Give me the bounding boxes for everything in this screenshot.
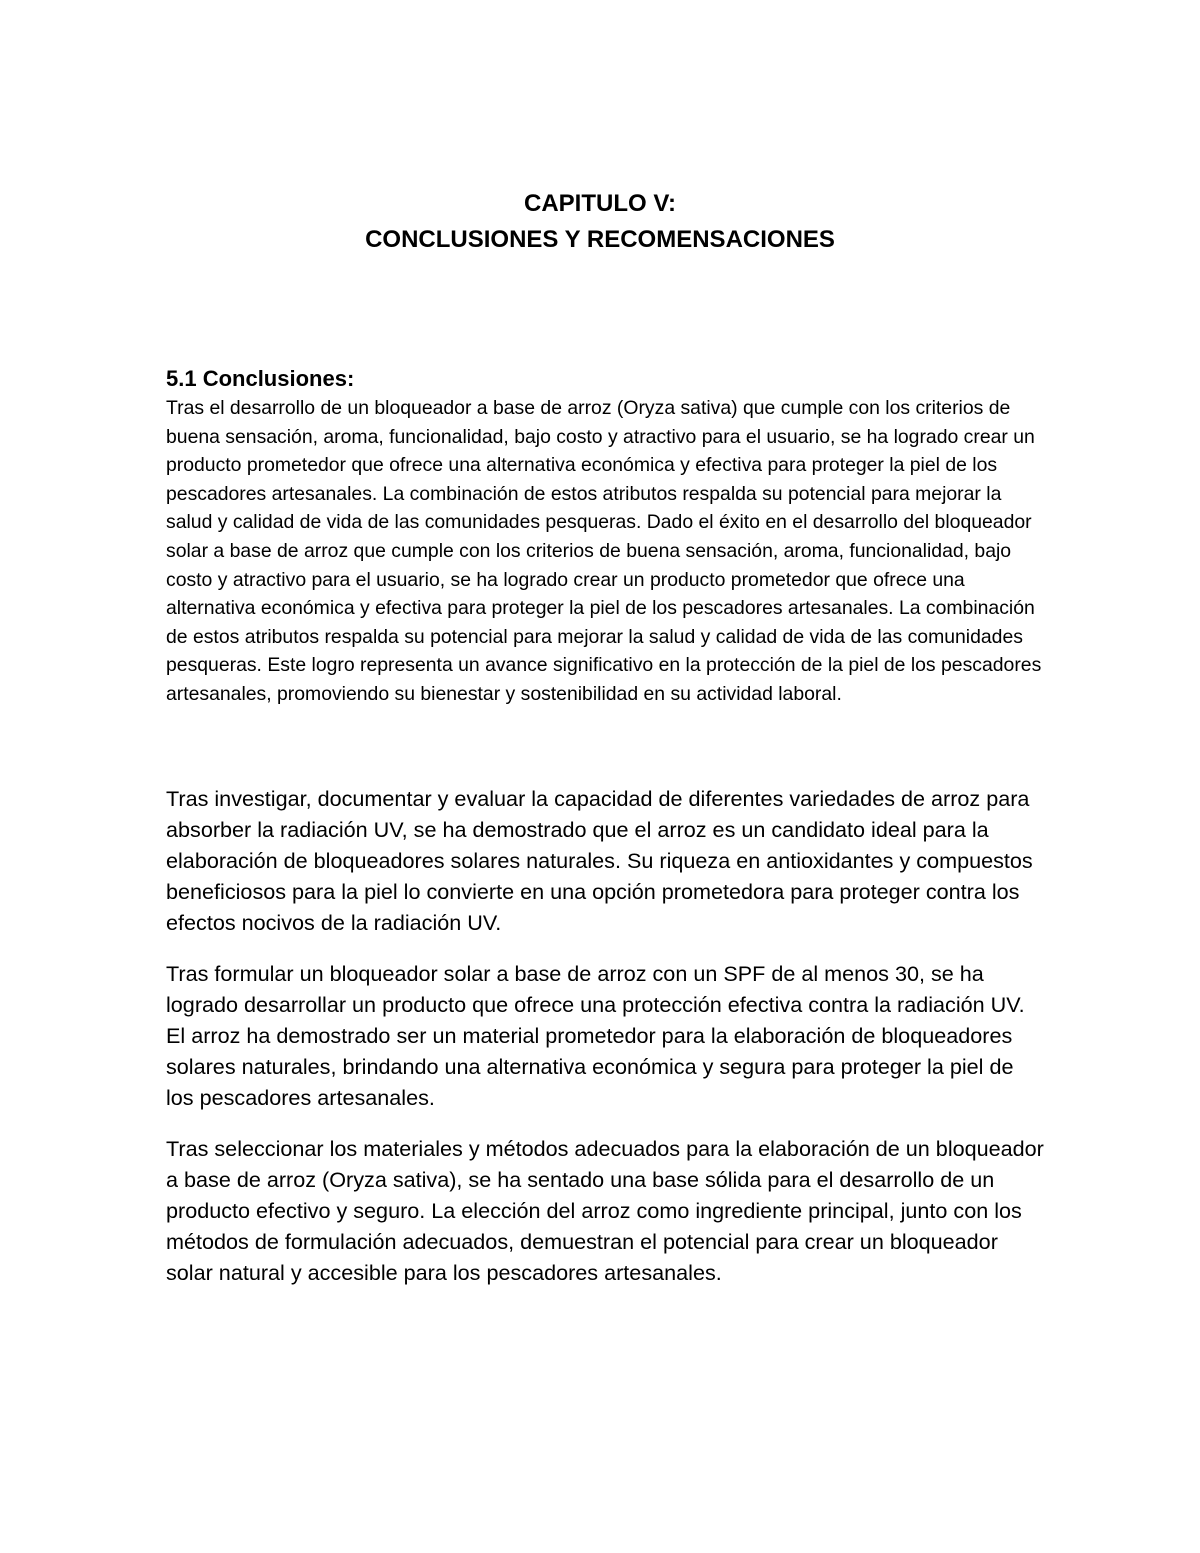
document-body xyxy=(166,364,1046,1288)
section-heading: 5.1 Conclusiones: xyxy=(166,366,355,391)
paragraph-uv-absorption: Tras investigar, documentar y evaluar la capacidad de diferentes variedades de arroz para absorber la radiación UV, se ha demostrado que el arroz es un candidato ideal para la elaboración de bloqueadores solares naturales. Su riqueza en antioxidantes y compuestos beneficiosos para la piel lo convierte en una opción prometedora para proteger contra los efectos nocivos de la radiación UV. xyxy=(166,785,1033,935)
paragraph-materials-methods: Tras seleccionar los materiales y métodos adecuados para la elaboración de un bloqueador a base de arroz (Oryza sativa), se ha sentado una base sólida para el desarrollo de un producto efectivo y seguro. La elección del arroz como ingrediente principal, junto con los métodos de formulación adecuados, demuestran el potencial para crear un bloqueador solar natural y accesible para los pescadores artesanales. xyxy=(166,1135,1044,1285)
chapter-number: CAPITULO V: xyxy=(523,190,676,217)
paragraph-spf-formulation: Tras formular un bloqueador solar a base de arroz con un SPF de al menos 30, se ha logrado desarrollar un producto que ofrece una protección efectiva contra la radiación UV. El arroz ha demostrado ser un material prometedor para la elaboración de bloqueadores solares naturales, brindando una alternativa económica y segura para proteger la piel de los pescadores artesanales. xyxy=(166,960,1025,1110)
chapter-title xyxy=(0,186,1200,258)
chapter-name: CONCLUSIONES Y RECOMENSACIONES xyxy=(365,226,835,253)
intro-paragraph: Tras el desarrollo de un bloqueador a base de arroz (Oryza sativa) que cumple con los criterios de buena sensación, aroma, funcionalidad, bajo costo y atractivo para el usuario, se ha logrado crear un producto prometedor que ofrece una alternativa económica y efectiva para proteger la piel de los pescadores artesanales. La combinación de estos atributos respalda su potencial para mejorar la salud y calidad de vida de las comunidades pesqueras. Dado el éxito en el desarrollo del bloqueador solar a base de arroz que cumple con los criterios de buena sensación, aroma, funcionalidad, bajo costo y atractivo para el usuario, se ha logrado crear un producto prometedor que ofrece una alternativa económica y efectiva para proteger la piel de los pescadores artesanales. La combinación de estos atributos respalda su potencial para mejorar la salud y calidad de vida de las comunidades pesqueras. Este logro representa un avance significativo en la protección de la piel de los pescadores artesanales, promoviendo su bienestar y sostenibilidad en su actividad laboral. xyxy=(166,397,1042,705)
